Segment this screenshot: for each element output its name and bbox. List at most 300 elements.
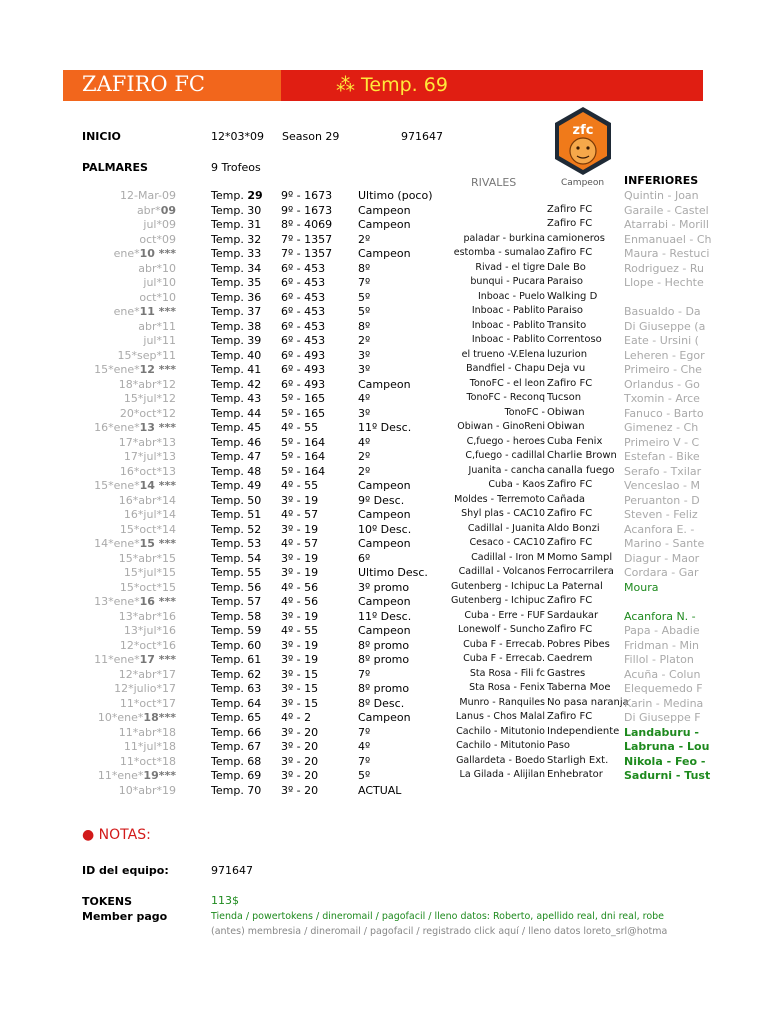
member-label: Member pago bbox=[82, 910, 168, 923]
row-date bbox=[70, 639, 176, 652]
row-season bbox=[211, 204, 281, 217]
row-season-text: Temp. 52 bbox=[211, 522, 262, 536]
row-rivals: Obiwan - GinoReni bbox=[457, 421, 545, 432]
row-youth: Papa - Abadie bbox=[624, 624, 700, 637]
row-date bbox=[70, 363, 176, 376]
row-champion: Pobres Pibes bbox=[547, 638, 610, 650]
row-season-text: Temp. 41 bbox=[211, 363, 262, 376]
row-champion: Dale Bo bbox=[547, 261, 586, 273]
row-division: 6º - 493 bbox=[281, 363, 326, 376]
row-season bbox=[211, 682, 281, 695]
row-rivals: Cuba F - Errecab. bbox=[463, 653, 545, 664]
club-logo bbox=[552, 105, 614, 177]
row-season bbox=[211, 755, 281, 768]
row-division: 8º - 4069 bbox=[281, 218, 333, 231]
table-row bbox=[0, 407, 768, 422]
row-rivals: C,fuego - cadillal bbox=[465, 450, 545, 461]
row-champion: Zafiro FC bbox=[547, 508, 593, 519]
row-youth: Karin - Medina bbox=[624, 696, 704, 710]
row-division: 3º - 19 bbox=[281, 638, 319, 652]
row-date-year: 13 *** bbox=[139, 421, 176, 434]
row-champion: Walking D bbox=[547, 290, 598, 302]
row-season-text: Temp. 40 bbox=[211, 348, 262, 362]
row-result: Ultimo (poco) bbox=[358, 189, 433, 202]
row-date bbox=[70, 262, 176, 275]
row-youth: Diagur - Maor bbox=[624, 551, 700, 565]
row-date bbox=[70, 755, 176, 768]
row-date-text: jul*10 bbox=[143, 276, 176, 289]
row-date bbox=[70, 508, 176, 521]
row-result: 2º bbox=[358, 232, 371, 246]
row-division: 9º - 1673 bbox=[281, 189, 333, 202]
row-season-text: Temp. 34 bbox=[211, 261, 262, 275]
row-youth: Quintin - Joan bbox=[624, 189, 699, 202]
row-season bbox=[211, 218, 281, 231]
column-header-inferiores: INFERIORES bbox=[624, 174, 699, 187]
row-date-text: 15*jul*12 bbox=[123, 392, 176, 405]
row-date-year: 15 *** bbox=[139, 537, 176, 550]
row-date bbox=[70, 320, 176, 333]
row-date-text: 17*abr*13 bbox=[118, 435, 176, 449]
row-youth: Marino - Sante bbox=[624, 537, 705, 550]
row-date-text: 16*jul*14 bbox=[123, 508, 176, 521]
row-result: 10º Desc. bbox=[358, 522, 412, 536]
row-youth: Primeiro V - C bbox=[624, 435, 700, 449]
row-date-text: 12*oct*16 bbox=[119, 638, 176, 652]
row-date bbox=[70, 494, 176, 507]
row-season-text: Temp. 38 bbox=[211, 319, 262, 333]
row-rivals: Moldes - Terremoto bbox=[454, 493, 545, 505]
row-date-text: jul*09 bbox=[143, 218, 176, 231]
row-rivals: Cachilo - Mitutonio bbox=[456, 740, 545, 751]
table-row bbox=[0, 189, 768, 204]
row-date-text: 13*jul*16 bbox=[123, 624, 176, 637]
row-division: 3º - 20 bbox=[281, 740, 319, 753]
row-champion: Momo Sampl bbox=[547, 551, 613, 563]
table-row bbox=[0, 740, 768, 755]
row-rivals: Cadillal - Volcanos bbox=[458, 566, 545, 577]
row-date-text: 13*abr*16 bbox=[118, 609, 176, 623]
row-season-text: Temp. 55 bbox=[211, 566, 262, 579]
table-row bbox=[0, 378, 768, 393]
row-rivals: TonoFC - bbox=[504, 406, 545, 418]
row-season-text: Temp. 54 bbox=[211, 551, 262, 565]
row-champion: Obiwan bbox=[547, 421, 585, 432]
row-champion: camioneros bbox=[547, 232, 605, 244]
row-youth: Cordara - Gar bbox=[624, 566, 699, 579]
row-season-text: Temp. 59 bbox=[211, 624, 262, 637]
row-champion: Sardaukar bbox=[547, 609, 599, 621]
row-division: 4º - 56 bbox=[281, 580, 319, 594]
row-result: 5º bbox=[358, 290, 371, 304]
row-season-text: Temp. 44 bbox=[211, 406, 262, 420]
row-season-text: Temp. 66 bbox=[211, 725, 262, 739]
table-row bbox=[0, 639, 768, 654]
table-row bbox=[0, 682, 768, 697]
row-season bbox=[211, 711, 281, 724]
row-rivals: Juanita - cancha bbox=[468, 464, 545, 476]
row-result: Campeon bbox=[358, 203, 411, 217]
row-date-text: 12*abr*17 bbox=[118, 667, 176, 681]
row-youth: Serafo - Txilar bbox=[624, 464, 702, 478]
row-date-text: oct*10 bbox=[139, 290, 176, 304]
row-champion: Gastres bbox=[547, 667, 586, 679]
row-division: 3º - 19 bbox=[281, 522, 319, 536]
inicio-id: 971647 bbox=[401, 130, 443, 143]
table-row bbox=[0, 305, 768, 320]
row-date bbox=[70, 566, 176, 579]
row-season-text: Temp. 51 bbox=[211, 508, 262, 521]
table-row bbox=[0, 784, 768, 799]
row-youth: Fillol - Platon bbox=[624, 653, 694, 666]
table-row bbox=[0, 479, 768, 494]
row-champion: Cuba Fenix bbox=[547, 435, 603, 447]
row-youth: Garaile - Castel bbox=[624, 203, 709, 217]
row-date-text: 10*ene* bbox=[97, 711, 144, 724]
row-division: 3º - 19 bbox=[281, 653, 319, 666]
row-date bbox=[70, 581, 176, 594]
row-date-text: 15*ene* bbox=[94, 479, 140, 492]
row-result: 4º bbox=[358, 392, 371, 405]
row-youth: Eate - Ursini ( bbox=[624, 334, 699, 347]
palmares-value: 9 Trofeos bbox=[211, 161, 261, 174]
row-date-text: 12-Mar-09 bbox=[120, 189, 176, 202]
row-date bbox=[70, 711, 176, 724]
row-date-text: 14*ene* bbox=[94, 537, 140, 550]
row-season-text: Temp. 45 bbox=[211, 421, 262, 434]
row-youth: Acanfora N. - bbox=[624, 609, 696, 623]
row-season bbox=[211, 784, 281, 797]
row-division: 6º - 453 bbox=[281, 276, 326, 289]
row-result: Campeon bbox=[358, 711, 411, 724]
row-division: 4º - 56 bbox=[281, 595, 319, 608]
row-champion: Zafiro FC bbox=[547, 595, 593, 606]
table-row bbox=[0, 218, 768, 233]
row-result: 3º bbox=[358, 363, 371, 376]
row-division: 7º - 1357 bbox=[281, 232, 333, 246]
row-season-text: Temp. 57 bbox=[211, 595, 262, 608]
logo-text: zfc bbox=[572, 123, 594, 138]
table-row bbox=[0, 247, 768, 262]
table-row bbox=[0, 755, 768, 770]
row-division: 3º - 15 bbox=[281, 696, 319, 710]
row-division: 3º - 19 bbox=[281, 566, 319, 579]
row-season-text: Temp. 50 bbox=[211, 493, 262, 507]
row-rivals: Cachilo - Mitutonio bbox=[456, 725, 545, 737]
row-result: 8º bbox=[358, 319, 371, 333]
row-champion: Zafiro FC bbox=[547, 537, 593, 548]
row-division: 5º - 164 bbox=[281, 435, 326, 449]
row-season-text: Temp. 70 bbox=[211, 783, 262, 797]
row-rivals: Cadillal - Juanita bbox=[467, 522, 545, 534]
row-date-text: jul*11 bbox=[143, 334, 176, 347]
row-division: 5º - 164 bbox=[281, 450, 326, 463]
row-result: ACTUAL bbox=[358, 783, 402, 797]
row-result: 8º bbox=[358, 261, 371, 275]
row-season bbox=[211, 508, 281, 521]
row-date bbox=[70, 697, 176, 710]
table-row bbox=[0, 697, 768, 712]
table-row bbox=[0, 581, 768, 596]
row-youth: Landaburu - bbox=[624, 725, 699, 739]
row-youth: Leheren - Egor bbox=[624, 348, 705, 362]
row-champion: Zafiro FC bbox=[547, 247, 593, 258]
row-champion: Caedrem bbox=[547, 653, 593, 664]
row-season bbox=[211, 421, 281, 434]
table-row bbox=[0, 291, 768, 306]
row-champion: Zafiro FC bbox=[547, 479, 593, 490]
row-season bbox=[211, 668, 281, 681]
row-date-text: abr*10 bbox=[138, 261, 176, 275]
row-season-text: Temp. 63 bbox=[211, 682, 262, 695]
row-youth: Elequemedo F bbox=[624, 682, 703, 695]
row-date-text: 20*oct*12 bbox=[119, 406, 176, 420]
table-row bbox=[0, 465, 768, 480]
row-season bbox=[211, 262, 281, 275]
row-season bbox=[211, 363, 281, 376]
table-row bbox=[0, 204, 768, 219]
row-date bbox=[70, 595, 176, 608]
row-season-text: Temp. 33 bbox=[211, 247, 262, 260]
row-season bbox=[211, 697, 281, 710]
row-season-text: Temp. 56 bbox=[211, 580, 262, 594]
table-row bbox=[0, 566, 768, 581]
row-season bbox=[211, 320, 281, 333]
row-season bbox=[211, 276, 281, 289]
table-row bbox=[0, 537, 768, 552]
row-date bbox=[70, 450, 176, 463]
row-season-text: Temp. 64 bbox=[211, 696, 262, 710]
row-champion: No pasa naranja bbox=[547, 696, 629, 708]
row-result: 11º Desc. bbox=[358, 609, 412, 623]
row-result: Campeon bbox=[358, 537, 411, 550]
table-row bbox=[0, 349, 768, 364]
table-row bbox=[0, 523, 768, 538]
row-season bbox=[211, 291, 281, 304]
row-rivals: Cadillal - Iron M bbox=[471, 551, 545, 563]
table-row bbox=[0, 508, 768, 523]
row-rivals: bunqui - Pucara bbox=[470, 276, 545, 287]
row-season-text: Temp. 60 bbox=[211, 638, 262, 652]
row-division: 3º - 15 bbox=[281, 682, 319, 695]
row-division: 4º - 55 bbox=[281, 479, 319, 492]
row-youth: Basualdo - Da bbox=[624, 305, 701, 318]
row-rivals: TonoFC - el leon bbox=[469, 377, 545, 389]
row-rivals: Lanus - Chos Malal bbox=[455, 711, 545, 722]
row-date-year: 09 bbox=[160, 203, 176, 217]
row-youth: Di Giuseppe (a bbox=[624, 319, 706, 333]
row-division: 4º - 55 bbox=[281, 421, 319, 434]
row-rivals: Rivad - el tigre bbox=[475, 261, 545, 273]
row-date bbox=[70, 378, 176, 391]
row-date bbox=[70, 465, 176, 478]
row-date bbox=[70, 784, 176, 797]
table-row bbox=[0, 624, 768, 639]
team-id-label: ID del equipo: bbox=[82, 864, 169, 877]
row-season bbox=[211, 595, 281, 608]
row-date-text: 11*jul*18 bbox=[123, 740, 176, 753]
notas-title: ● NOTAS: bbox=[82, 827, 151, 843]
row-division: 6º - 453 bbox=[281, 290, 326, 304]
row-season bbox=[211, 610, 281, 623]
row-date-text: 15*oct*14 bbox=[119, 522, 176, 536]
row-date-text: 17*jul*13 bbox=[123, 450, 176, 463]
row-result: 8º Desc. bbox=[358, 696, 405, 710]
row-date-text: 11*oct*17 bbox=[119, 696, 176, 710]
row-date bbox=[70, 624, 176, 637]
row-result: 7º bbox=[358, 276, 371, 289]
row-date bbox=[70, 204, 176, 217]
row-date-text: abr*11 bbox=[138, 319, 176, 333]
row-result: 5º bbox=[358, 305, 371, 318]
row-result: 3º bbox=[358, 406, 371, 420]
row-division: 3º - 15 bbox=[281, 667, 319, 681]
table-row bbox=[0, 726, 768, 741]
row-season bbox=[211, 769, 281, 782]
table-row bbox=[0, 595, 768, 610]
row-youth: Txomin - Arce bbox=[624, 392, 700, 405]
row-youth: Moura bbox=[624, 580, 659, 594]
inicio-label: INICIO bbox=[82, 130, 121, 143]
row-date-text: 18*abr*12 bbox=[118, 377, 176, 391]
tokens-value: 113$ bbox=[211, 894, 239, 907]
team-name: ZAFIRO FC bbox=[82, 72, 205, 96]
row-youth: Venceslao - M bbox=[624, 479, 700, 492]
row-champion: Aldo Bonzi bbox=[547, 522, 600, 534]
row-rivals: Inboac - Pablito bbox=[471, 319, 545, 331]
row-rivals: Gallardeta - Boedo bbox=[456, 754, 545, 766]
row-rivals: Cesaco - CAC10 bbox=[469, 537, 545, 548]
table-row bbox=[0, 653, 768, 668]
row-date bbox=[70, 334, 176, 347]
row-rivals: paladar - burkina bbox=[463, 232, 545, 244]
row-rivals: Inboac - Puelo bbox=[477, 290, 545, 302]
row-date-text: 15*abr*15 bbox=[118, 551, 176, 565]
table-row bbox=[0, 334, 768, 349]
row-rivals: Inboac - Pablito bbox=[471, 305, 545, 316]
row-date-text: ene* bbox=[113, 247, 140, 260]
row-season-text: Temp. 30 bbox=[211, 203, 262, 217]
row-season-text: Temp. 39 bbox=[211, 334, 262, 347]
row-season-text: Temp. bbox=[211, 189, 248, 202]
row-division: 3º - 20 bbox=[281, 754, 319, 768]
row-youth: Steven - Feliz bbox=[624, 508, 698, 521]
row-division: 5º - 165 bbox=[281, 392, 326, 405]
row-division: 3º - 20 bbox=[281, 783, 319, 797]
row-division: 7º - 1357 bbox=[281, 247, 333, 260]
row-date-year: 12 *** bbox=[139, 363, 176, 376]
row-champion: Deja vu bbox=[547, 363, 586, 374]
row-champion: Enhebrator bbox=[547, 769, 603, 780]
row-champion: Charlie Brown bbox=[547, 450, 617, 461]
row-date-text: ene* bbox=[113, 305, 140, 318]
row-season-number: 29 bbox=[247, 189, 263, 202]
current-season: ⁂ Temp. 69 bbox=[336, 74, 448, 96]
row-division: 4º - 57 bbox=[281, 508, 319, 521]
row-season bbox=[211, 653, 281, 666]
row-date bbox=[70, 305, 176, 318]
row-date-text: 13*ene* bbox=[94, 595, 140, 608]
row-date bbox=[70, 276, 176, 289]
row-season bbox=[211, 624, 281, 637]
table-row bbox=[0, 450, 768, 465]
table-row bbox=[0, 421, 768, 436]
row-season bbox=[211, 523, 281, 536]
row-result: 3º promo bbox=[358, 580, 410, 594]
row-date bbox=[70, 537, 176, 550]
row-season bbox=[211, 552, 281, 565]
row-rivals: Sta Rosa - Fenix bbox=[469, 682, 545, 693]
row-result: Campeon bbox=[358, 508, 411, 521]
row-date-text: abr* bbox=[136, 203, 161, 217]
table-row bbox=[0, 552, 768, 567]
row-rivals: Gutenberg - Ichipuc bbox=[450, 595, 545, 606]
row-youth: Primeiro - Che bbox=[624, 363, 702, 376]
row-division: 9º - 1673 bbox=[281, 203, 333, 217]
row-date-text: 16*abr*14 bbox=[118, 493, 176, 507]
row-youth: Acuña - Colun bbox=[624, 667, 701, 681]
row-date-year: 14 *** bbox=[139, 479, 176, 492]
table-row bbox=[0, 494, 768, 509]
table-row bbox=[0, 392, 768, 407]
row-result: 3º bbox=[358, 348, 371, 362]
row-result: Campeon bbox=[358, 479, 411, 492]
row-result: 7º bbox=[358, 725, 371, 739]
row-rivals: Shyl plas - CAC10 bbox=[461, 508, 545, 519]
member-previous-note: (antes) membresia / dineromail / pagofacil / registrado click aquí / lleno datos loreto_srl@hotma bbox=[211, 926, 668, 937]
row-date-text: 15*sep*11 bbox=[117, 348, 176, 362]
member-payment-note: Tienda / powertokens / dineromail / pagofacil / lleno datos: Roberto, apellido real, dni real, robe bbox=[211, 911, 665, 922]
row-result: 8º promo bbox=[358, 638, 410, 652]
table-row bbox=[0, 276, 768, 291]
row-result: 2º bbox=[358, 464, 371, 478]
row-season-text: Temp. 49 bbox=[211, 479, 262, 492]
row-champion: Obiwan bbox=[547, 406, 585, 418]
row-date bbox=[70, 769, 176, 782]
row-season bbox=[211, 407, 281, 420]
row-result: 6º bbox=[358, 551, 371, 565]
table-row bbox=[0, 363, 768, 378]
row-division: 3º - 19 bbox=[281, 551, 319, 565]
tokens-label: TOKENS bbox=[82, 895, 133, 908]
row-season bbox=[211, 479, 281, 492]
table-row bbox=[0, 262, 768, 277]
row-champion: Independiente bbox=[547, 725, 620, 737]
row-result: 2º bbox=[358, 450, 371, 463]
row-result: 4º bbox=[358, 435, 371, 449]
row-division: 6º - 453 bbox=[281, 305, 326, 318]
row-rivals: Sta Rosa - Fili fc bbox=[469, 667, 545, 679]
row-season bbox=[211, 581, 281, 594]
row-result: Campeon bbox=[358, 218, 411, 231]
row-date-text: 15*jul*15 bbox=[123, 566, 176, 579]
row-date bbox=[70, 682, 176, 695]
row-champion: Zafiro FC bbox=[547, 711, 593, 722]
row-youth: Maura - Restuci bbox=[624, 247, 710, 260]
row-date bbox=[70, 668, 176, 681]
row-champion: Zafiro FC bbox=[547, 203, 593, 215]
row-rivals: C,fuego - heroes bbox=[466, 435, 545, 447]
row-season-text: Temp. 35 bbox=[211, 276, 262, 289]
row-season-text: Temp. 31 bbox=[211, 218, 262, 231]
palmares-label: PALMARES bbox=[82, 161, 148, 174]
row-season-text: Temp. 61 bbox=[211, 653, 262, 666]
row-season bbox=[211, 305, 281, 318]
table-row bbox=[0, 711, 768, 726]
row-division: 6º - 453 bbox=[281, 261, 326, 275]
row-champion: Paraiso bbox=[547, 276, 584, 287]
team-id-value: 971647 bbox=[211, 864, 253, 877]
